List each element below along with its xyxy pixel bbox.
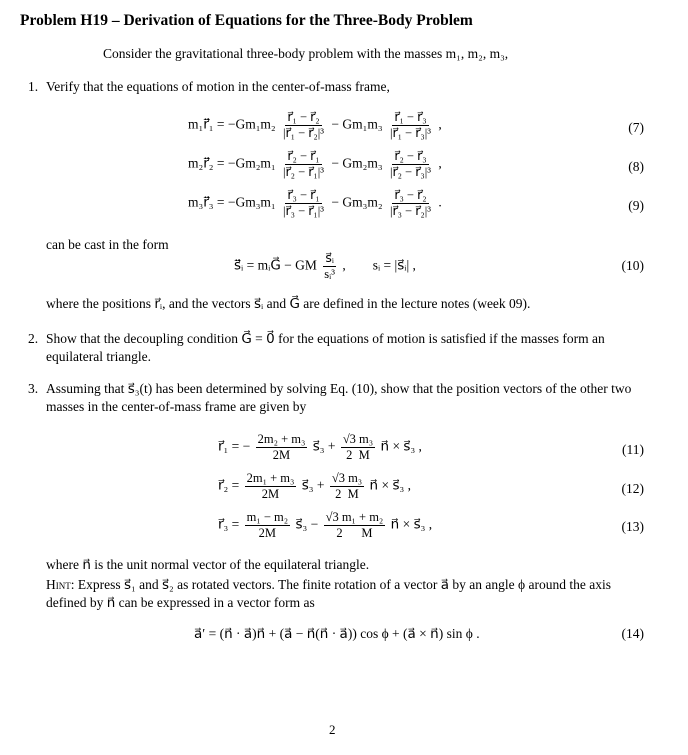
hint-paragraph (46, 576, 646, 612)
eq7-frac1-den: |r⃗₁ − r⃗₂|³ (282, 126, 325, 140)
eq7-mid: − Gm₁m₃ (331, 116, 383, 132)
equation-12 (218, 471, 411, 502)
equation-11 (218, 432, 422, 463)
eq11-frac1-den: 2M (272, 448, 291, 462)
equation-7 (188, 110, 442, 141)
eq9-frac1-den: |r⃗₃ − r⃗₁|³ (282, 204, 325, 218)
eq9-frac1-num: r⃗₃ − r⃗₁ (287, 188, 320, 202)
item-3-text: Assuming that s⃗₃(t) has been determined by solving Eq. (10), show that the position vectors of the other two masses in the center-of-mass frame are given by (46, 381, 632, 414)
eq11-end: n⃗ × s⃗₃ , (380, 438, 422, 454)
eq7-frac2-num: r⃗₁ − r⃗₃ (394, 110, 427, 124)
eq13-lhs: r⃗₃ = (218, 516, 240, 532)
eq14-label: (14) (621, 626, 644, 641)
page-number: 2 (329, 722, 336, 737)
equation-9 (188, 188, 442, 219)
eq12-end: n⃗ × s⃗₃ , (369, 477, 411, 493)
eq7-frac1-num: r⃗₁ − r⃗₂ (287, 110, 320, 124)
equation-10 (234, 251, 416, 282)
hint-text: Express s⃗₁ and s⃗₂ as rotated vectors. The finite rotation of a vector a⃗ by an angle ϕ around the axis defined by n⃗ can be expressed in a vector form as (46, 577, 611, 610)
eq13-label: (13) (621, 519, 644, 534)
hint-label: Hint: (46, 577, 75, 592)
item-2-text: Show that the decoupling condition G⃗ = 0⃗ for the equations of motion is satisfied if the masses form an equilateral triangle. (46, 331, 605, 364)
equation-13 (218, 510, 432, 541)
eq8-frac1-num: r⃗₂ − r⃗₁ (287, 149, 320, 163)
eq10-lhs: s⃗̈ᵢ = mᵢG⃗ − GM (234, 257, 317, 273)
item-3-number: 3. (28, 381, 39, 396)
eq11-lhs: r⃗₁ = − (218, 438, 251, 454)
eq12-mid: s⃗₃ + (301, 477, 325, 493)
eq13-frac1-num: m₁ − m₂ (246, 510, 289, 524)
eq12-frac1-num: 2m₁ + m₃ (246, 471, 295, 485)
eq13-frac2-num: √3 m₁ + m₂ (325, 510, 384, 524)
eq11-frac2-den: 2 M (346, 448, 370, 462)
where-text-2: where n⃗ is the unit normal vector of the equilateral triangle. (46, 557, 370, 572)
equation-14: a⃗′ = (n⃗ · a⃗)n⃗ + (a⃗ − n⃗(n⃗ · a⃗)) cos ϕ + (a⃗ × n⃗) sin ϕ . (194, 626, 480, 641)
eq12-lhs: r⃗₂ = (218, 477, 240, 493)
eq13-frac1-den: 2M (258, 526, 277, 540)
eq8-mid: − Gm₂m₃ (331, 155, 383, 171)
eq12-label: (12) (621, 481, 644, 496)
eq12-frac2-num: √3 m₃ (331, 471, 363, 485)
eq8-end: , (438, 155, 442, 171)
item-2-number: 2. (28, 331, 39, 346)
eq11-label: (11) (622, 442, 644, 457)
eq10-frac-den: sᵢ³ (324, 267, 335, 281)
eq9-end: . (438, 194, 442, 210)
eq7-end: , (438, 116, 442, 132)
eq10-rhs: , sᵢ = |s⃗ᵢ| , (342, 257, 416, 273)
eq8-lhs: m₂r⃗̈₂ = −Gm₂m₁ (188, 155, 276, 171)
item-1-text: Verify that the equations of motion in the center-of-mass frame, (46, 79, 390, 94)
eq13-mid: s⃗₃ − (295, 516, 319, 532)
eq11-frac1-num: 2m₂ + m₃ (257, 432, 306, 446)
eq8-frac2-den: |r⃗₂ − r⃗₃|³ (389, 165, 431, 179)
eq9-frac2-den: |r⃗₃ − r⃗₂|³ (389, 204, 431, 218)
where-text-1: where the positions r⃗ᵢ, and the vectors s⃗ᵢ and G⃗ are defined in the lecture notes (week 09). (46, 296, 531, 311)
equation-8 (188, 149, 442, 180)
eq12-frac2-den: 2 M (335, 487, 359, 501)
eq9-mid: − Gm₃m₂ (331, 194, 383, 210)
eq13-end: n⃗ × s⃗₃ , (390, 516, 433, 532)
eq7-lhs: m₁r⃗̈₁ = −Gm₁m₂ (188, 116, 276, 132)
eq8-frac2-num: r⃗₂ − r⃗₃ (394, 149, 427, 163)
item-1-number: 1. (28, 79, 39, 94)
eq9-lhs: m₃r⃗̈₃ = −Gm₃m₁ (188, 194, 276, 210)
eq8-frac1-den: |r⃗₂ − r⃗₁|³ (282, 165, 325, 179)
eq11-mid: s⃗₃ + (312, 438, 336, 454)
eq13-frac2-den: 2 M (336, 526, 373, 540)
eq9-label: (9) (628, 198, 644, 213)
eq12-frac1-den: 2M (261, 487, 280, 501)
eq11-frac2-num: √3 m₃ (342, 432, 374, 446)
intro-text: Consider the gravitational three-body problem with the masses m₁, m₂, m₃, (103, 46, 509, 61)
eq10-label: (10) (621, 258, 644, 273)
eq10-frac-num: s⃗ᵢ (325, 251, 334, 265)
cast-text: can be cast in the form (46, 237, 169, 252)
eq8-label: (8) (628, 159, 644, 174)
eq9-frac2-num: r⃗₃ − r⃗₂ (394, 188, 427, 202)
eq7-frac2-den: |r⃗₁ − r⃗₃|³ (389, 126, 431, 140)
eq7-label: (7) (628, 120, 644, 135)
page-title: Problem H19 – Derivation of Equations for the Three-Body Problem (20, 12, 473, 29)
